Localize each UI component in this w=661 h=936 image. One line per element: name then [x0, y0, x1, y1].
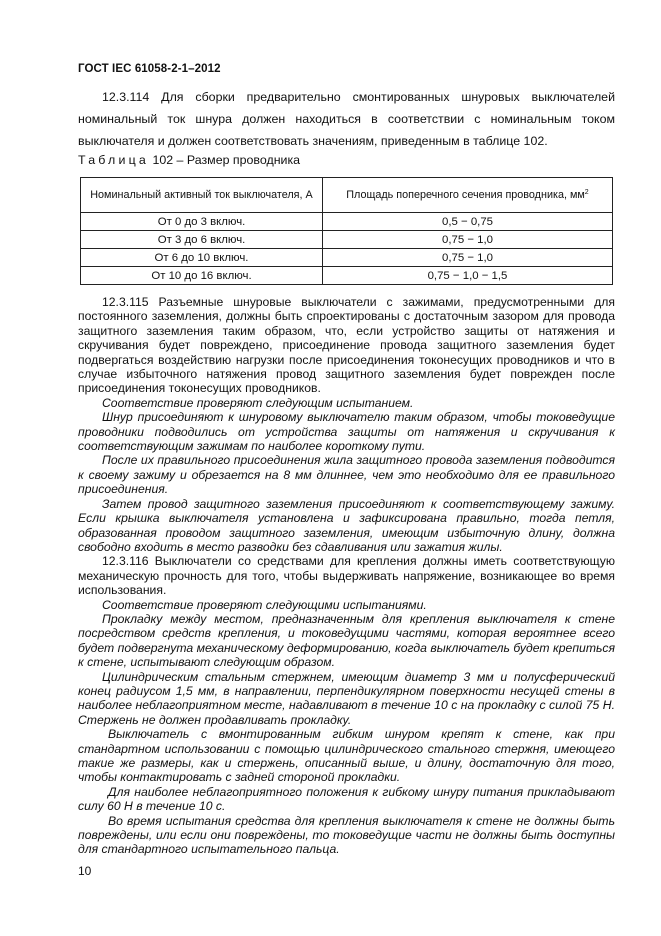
- table-cell-current: От 0 до 3 включ.: [81, 213, 323, 231]
- intro-paragraph: [78, 86, 615, 152]
- table-cell-current: От 3 до 6 включ.: [81, 231, 323, 249]
- table-row: [81, 213, 613, 231]
- document-body: [78, 295, 615, 857]
- table-caption: [78, 153, 300, 167]
- document-header: ГОСТ IEC 61058-2-1–2012: [78, 63, 221, 75]
- table-cell-area: 0,75 − 1,0 − 1,5: [323, 267, 613, 285]
- conductor-size-table: [80, 177, 613, 285]
- clause-12-3-116: 12.3.116 Выключатели со средствами для крепления должны иметь соответствующую механическую прочность для того, чтобы выдерживать напряжение, возникающее во время использования.: [78, 554, 615, 598]
- table-cell-area: 0,75 − 1,0: [323, 249, 613, 267]
- test-paragraph: Цилиндрическим стальным стержнем, имеющим диаметр 3 мм и полусферический конец радиусом 1,5 мм, в направлении, перпендикулярном поверхности несущей стены в наиболее неблагоприятном месте, надавливают в течение 10 с на прокладку с силой 75 Н. Стержень не должен продавливать прокладку.: [78, 669, 615, 727]
- compliance-check-paragraph: Соответствие проверяют следующими испытаниями.: [102, 597, 427, 612]
- table-caption-text: 102 – Размер проводника: [152, 153, 301, 167]
- test-paragraph: Прокладку между местом, предназначенным для крепления выключателя к стене посредством средств крепления, и токоведущими частями, которая вероятнее всего будет подвергнута механическому деформированию, когда выключатель будет крепиться к стене, испытывают следующим образом.: [78, 611, 615, 670]
- table-header-area-sup: 2: [584, 188, 589, 196]
- table-row: [81, 231, 613, 249]
- test-paragraph: Во время испытания средства для крепления выключателя к стене не должны быть повреждены, или если они повреждены, то токоведущие части не должны быть доступны для стандартного испытательного пальца.: [78, 813, 615, 857]
- table-cell-area: 0,5 − 0,75: [323, 213, 613, 231]
- test-paragraph: Выключатель с вмонтированным гибким шнуром крепят к стене, как при стандартном использовании с помощью цилиндрического стального стержня, имеющего такие же размеры, как и стержень, описанный выше, и длину, достаточную для того, чтобы контактировать с задней стороной прокладки.: [78, 727, 615, 785]
- table-header-current: Номинальный активный ток выключателя, А: [81, 178, 323, 213]
- table-header-area-text: Площадь поперечного сечения проводника, мм: [346, 188, 585, 201]
- test-paragraph: Для наиболее неблагоприятного положения к гибкому шнуру питания прикладывают силу 60 Н в течение 10 с.: [78, 784, 615, 814]
- table-cell-area: 0,75 − 1,0: [323, 231, 613, 249]
- test-paragraph: Шнур присоединяют к шнуровому выключателю таким образом, чтобы токоведущие проводники подводились от устройства защиты от натяжения и скручивания к соответствующим зажимам по наиболее короткому пути.: [78, 410, 615, 454]
- table-row: [81, 249, 613, 267]
- compliance-check-paragraph: Соответствие проверяют следующим испытанием.: [102, 395, 414, 410]
- test-paragraph: Затем провод защитного заземления присоединяют к соответствующему зажиму. Если крышка выключателя установлена и зафиксирована правильно, тогда петля, образованная проводом защитного заземления, имеющим избыточную длину, должна свободно входить в место разводки без сдавливания или зажатия жилы.: [78, 496, 615, 554]
- page-number: 10: [78, 864, 92, 878]
- table-cell-current: От 6 до 10 включ.: [81, 249, 323, 267]
- table-row: [81, 267, 613, 285]
- table-cell-current: От 10 до 16 включ.: [81, 267, 323, 285]
- clause-12-3-115: 12.3.115 Разъемные шнуровые выключатели с зажимами, предусмотренными для постоянного заземления, должны быть спроектированы с достаточным зазором для провода защитного заземления таким образом, что, если устройство защиты от натяжения и скручивания будет повреждено, присоединение провода защитного заземления будет подвергаться воздействию нагрузки после присоединения токонесущих проводников и что в случае избыточного натяжения провод защитного заземления будет поврежден после присоединения токонесущих проводников.: [78, 295, 615, 396]
- table-header-row: [81, 178, 613, 213]
- intro-text: 12.3.114 Для сборки предварительно смонтированных шнуровых выключателей номинальный ток шнура должен находиться в соответствии с номинальным током выключателя и должен соответствовать значениям, приведенным в таблице 102.: [78, 90, 615, 148]
- table-header-area: [323, 178, 613, 213]
- table-caption-prefix: Таблица: [78, 153, 149, 167]
- test-paragraph: После их правильного присоединения жила защитного провода заземления подводится к своему зажиму и обрезается на 8 мм длиннее, чем это необходимо для ее правильного присоединения.: [78, 453, 615, 497]
